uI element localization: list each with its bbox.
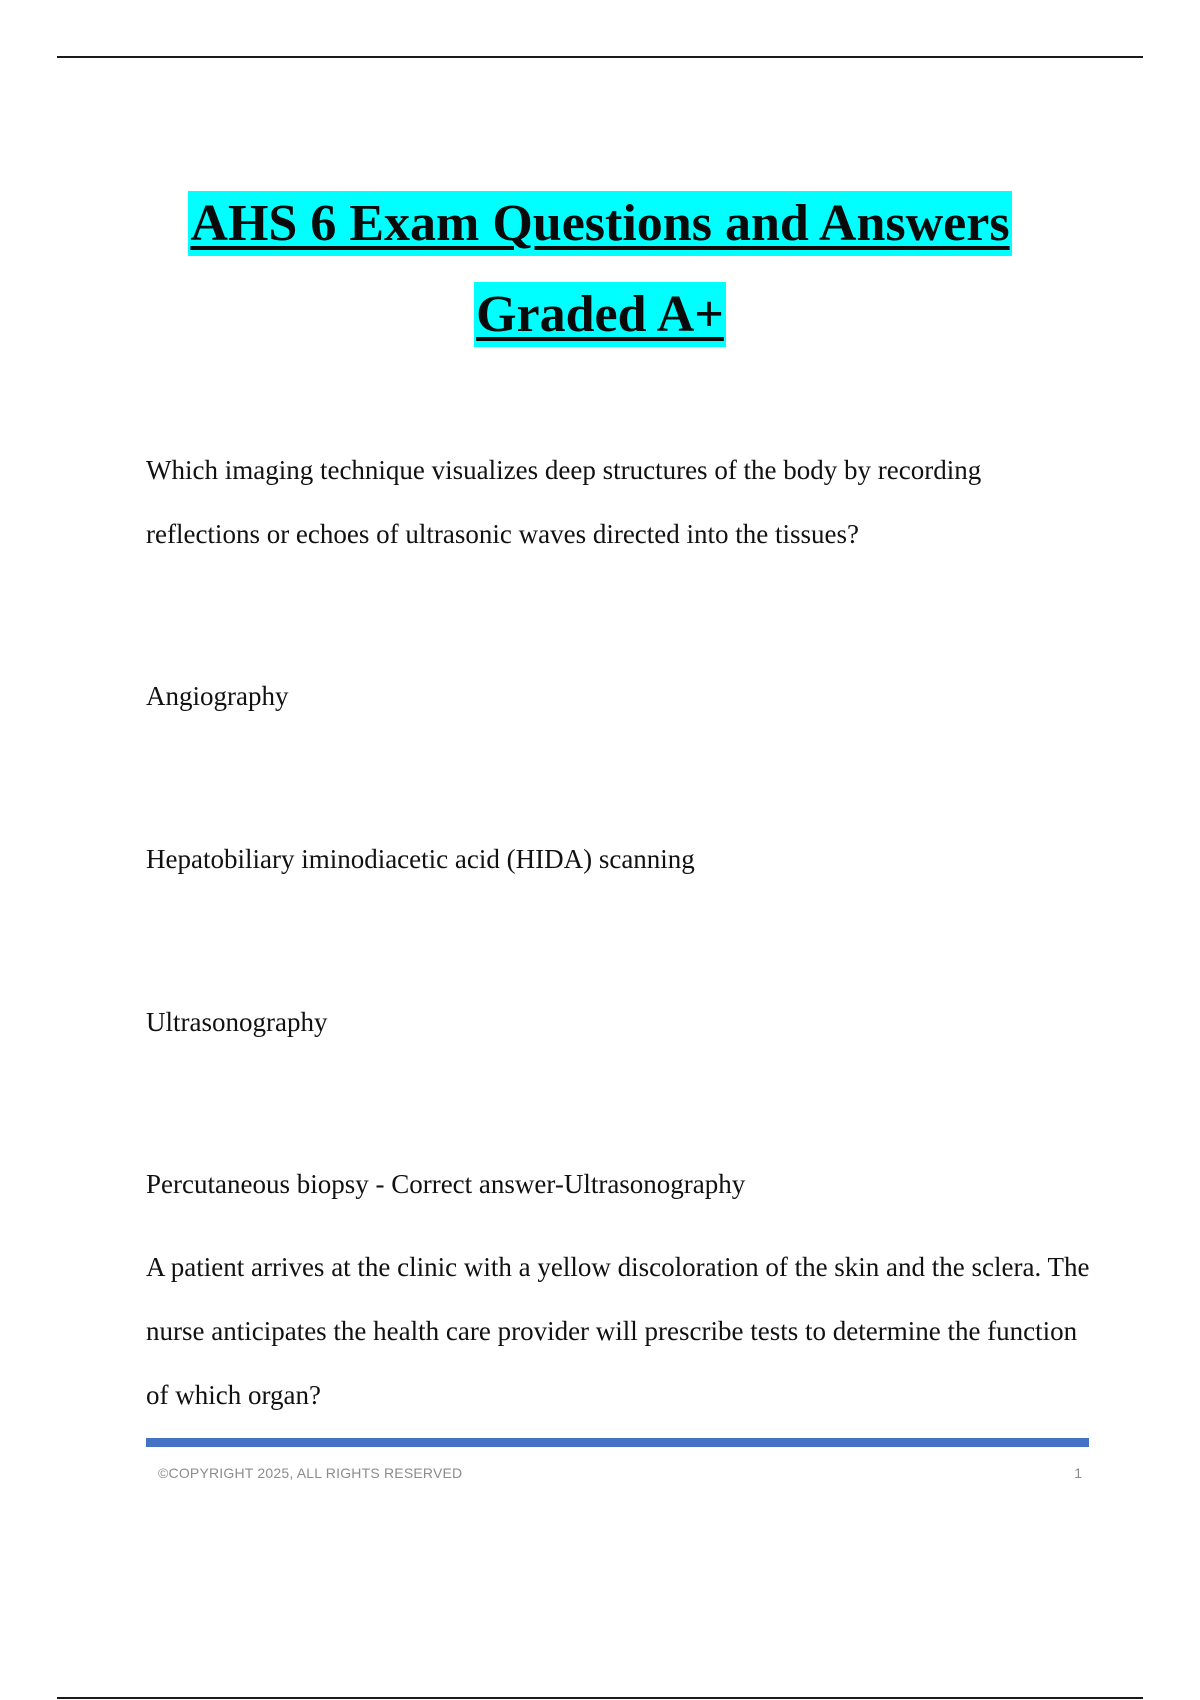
- question-1-option-2: Hepatobiliary iminodiacetic acid (HIDA) scanning: [146, 844, 695, 874]
- title-line-1: [0, 178, 1200, 269]
- question-1-text: Which imaging technique visualizes deep structures of the body by recording reflections or echoes of ultrasonic waves directed into the tissues?: [146, 455, 982, 549]
- title-line-2: [0, 269, 1200, 360]
- question-1-option-1: Angiography: [146, 681, 289, 711]
- bottom-page-border: [57, 1697, 1143, 1699]
- question-1-option-4-with-answer: Percutaneous biopsy - Correct answer-Ultrasonography: [146, 1169, 746, 1199]
- title-text-line-2: Graded A+: [474, 282, 726, 347]
- document-title: [0, 178, 1200, 360]
- question-2-text: A patient arrives at the clinic with a yellow discoloration of the skin and the sclera. The nurse anticipates the health care provider will prescribe tests to determine the function of which organ?: [146, 1252, 1090, 1410]
- question-1-option-3: Ultrasonography: [146, 1007, 328, 1037]
- top-page-border: [57, 56, 1143, 58]
- footer-copyright: ©COPYRIGHT 2025, ALL RIGHTS RESERVED: [158, 1465, 463, 1481]
- title-text-line-1: AHS 6 Exam Questions and Answers: [188, 191, 1011, 256]
- footer-divider-bar: [146, 1438, 1089, 1447]
- footer-page-number: 1: [1074, 1465, 1082, 1481]
